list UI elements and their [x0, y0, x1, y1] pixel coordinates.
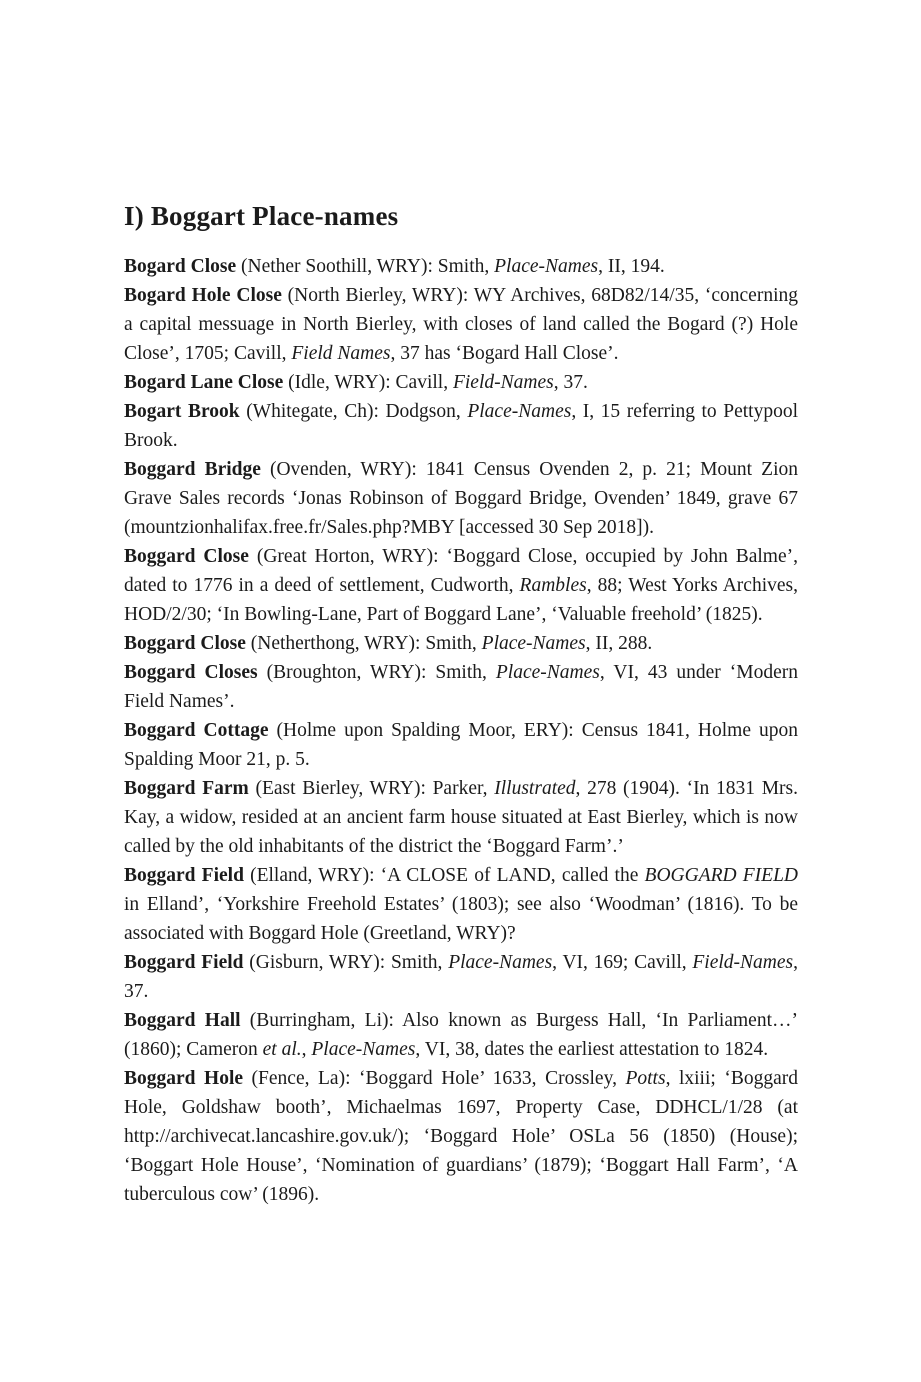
entry-text: , I, 15 referring to Pettypool Brook.	[124, 401, 798, 451]
entry-headword: Boggard Hole	[124, 1068, 244, 1089]
entry-source-title: Place-Names	[467, 401, 572, 422]
entry-text: (East Bierley, WRY): Parker,	[248, 778, 495, 799]
entry-source-title: Field-Names	[452, 372, 554, 393]
entry-text: (Netherthong, WRY): Smith,	[245, 633, 482, 654]
entry-source-title: BOGGARD FIELD	[644, 865, 798, 886]
entry-headword: Boggard Close	[124, 546, 249, 567]
entry-text: , lxiii; ‘Boggard Hole, Goldshaw booth’, Michaelmas 1697, Property Case, DDHCL/1/28 (at http://archivecat.lancashire.gov.uk/); ‘Boggard Hole’ OSLa 56 (1850) (House); ‘Boggart Hole House’, ‘Nomination of guardians’ (1879); ‘Boggart Hall Farm’, ‘A tuberculous cow’ (1896).	[124, 1068, 798, 1205]
entry-text: ,	[301, 1039, 312, 1060]
place-name-entry	[124, 774, 798, 861]
place-name-entry	[124, 397, 798, 455]
entry-text: (Ovenden, WRY): 1841 Census Ovenden 2, p. 21; Mount Zion Grave Sales records ‘Jonas Robinson of Boggard Bridge, Ovenden’ 1849, grave 67 (mountzionhalifax.free.fr/Sales.php?MBY [accessed 30 Sep 2018]).	[124, 459, 798, 538]
entry-text: (North Bierley, WRY): WY Archives, 68D82/14/35, ‘concerning a capital messuage in North Bierley, with closes of land called the Bogard (?) Hole Close’, 1705; Cavill,	[124, 285, 798, 364]
entry-source-title: Place-Names	[494, 256, 599, 277]
place-name-entry	[124, 716, 798, 774]
entry-headword: Boggard Field	[124, 865, 244, 886]
place-name-entry	[124, 1064, 798, 1209]
entry-source-title: Field Names	[291, 343, 391, 364]
entry-headword: Boggard Field	[124, 952, 244, 973]
entry-headword: Boggard Close	[124, 633, 246, 654]
entry-text: , VI, 169; Cavill,	[552, 952, 693, 973]
entry-text: , II, 194.	[598, 256, 665, 277]
entry-text: (Elland, WRY): ‘A CLOSE of LAND, called the	[243, 865, 645, 886]
entry-text: (Gisburn, WRY): Smith,	[243, 952, 449, 973]
entry-headword: Boggard Cottage	[124, 720, 269, 741]
entry-text: (Nether Soothill, WRY): Smith,	[236, 256, 495, 277]
place-name-entry	[124, 658, 798, 716]
entry-text: , II, 288.	[585, 633, 653, 654]
entry-source-title: Illustrated	[494, 778, 576, 799]
entry-headword: Boggard Farm	[124, 778, 249, 799]
entry-source-title: Place-Names	[481, 633, 586, 654]
entry-text: , 278 (1904). ‘In 1831 Mrs. Kay, a widow, resided at an ancient farm house situated at East Bierley, which is now called by the old inhabitants of the district the ‘Boggard Farm’.’	[124, 778, 798, 857]
place-name-entry	[124, 455, 798, 542]
place-name-entry	[124, 1006, 798, 1064]
entry-headword: Bogard Hole Close	[124, 285, 282, 306]
entry-text: (Burringham, Li): Also known as Burgess Hall, ‘In Parliament…’ (1860); Cameron	[124, 1010, 798, 1060]
section-title: I) Boggart Place-names	[124, 201, 399, 231]
entry-text: (Fence, La): ‘Boggard Hole’ 1633, Crossley,	[243, 1068, 626, 1089]
entry-text: (Whitegate, Ch): Dodgson,	[239, 401, 468, 422]
place-name-entry	[124, 281, 798, 368]
entries-list	[124, 252, 798, 1209]
page-content	[124, 200, 798, 1209]
place-name-entry	[124, 368, 798, 397]
place-name-entry	[124, 948, 798, 1006]
entry-source-title: Potts	[625, 1068, 666, 1089]
entry-text: (Idle, WRY): Cavill,	[283, 372, 453, 393]
entry-text: , 37.	[553, 372, 588, 393]
entry-source-title: Rambles	[519, 575, 587, 596]
entry-text: , 88; West Yorks Archives, HOD/2/30; ‘In Bowling-Lane, Part of Boggard Lane’, ‘Valuable freehold’ (1825).	[124, 575, 798, 625]
entry-text: , VI, 43 under ‘Modern Field Names’.	[124, 662, 798, 712]
entry-text: , VI, 38, dates the earliest attestation to 1824.	[415, 1039, 769, 1060]
entry-headword: Boggard Hall	[124, 1010, 241, 1031]
entry-source-title: Field-Names	[692, 952, 794, 973]
entry-headword: Boggard Closes	[124, 662, 258, 683]
entry-headword: Bogard Close	[124, 256, 237, 277]
entry-headword: Bogard Lane Close	[124, 372, 284, 393]
entry-text: in Elland’, ‘Yorkshire Freehold Estates’ (1803); see also ‘Woodman’ (1816). To be associated with Boggard Hole (Greetland, WRY)?	[124, 894, 798, 944]
entry-text: (Holme upon Spalding Moor, ERY): Census 1841, Holme upon Spalding Moor 21, p. 5.	[124, 720, 799, 770]
entry-headword: Bogart Brook	[124, 401, 240, 422]
entry-source-title: Place-Names	[448, 952, 553, 973]
entry-text: (Broughton, WRY): Smith,	[257, 662, 496, 683]
place-name-entry	[124, 861, 798, 948]
place-name-entry	[124, 252, 798, 281]
place-name-entry	[124, 542, 798, 629]
entry-source-title: et al.	[262, 1039, 302, 1060]
entry-source-title: Place-Names	[311, 1039, 416, 1060]
entry-text: , 37 has ‘Bogard Hall Close’.	[390, 343, 619, 364]
entry-text: (Great Horton, WRY): ‘Boggard Close, occupied by John Balme’, dated to 1776 in a deed of settlement, Cudworth,	[124, 546, 799, 596]
entry-source-title: Place-Names	[495, 662, 600, 683]
place-name-entry	[124, 629, 798, 658]
entry-headword: Boggard Bridge	[124, 459, 261, 480]
entry-text: , 37.	[124, 952, 798, 1002]
